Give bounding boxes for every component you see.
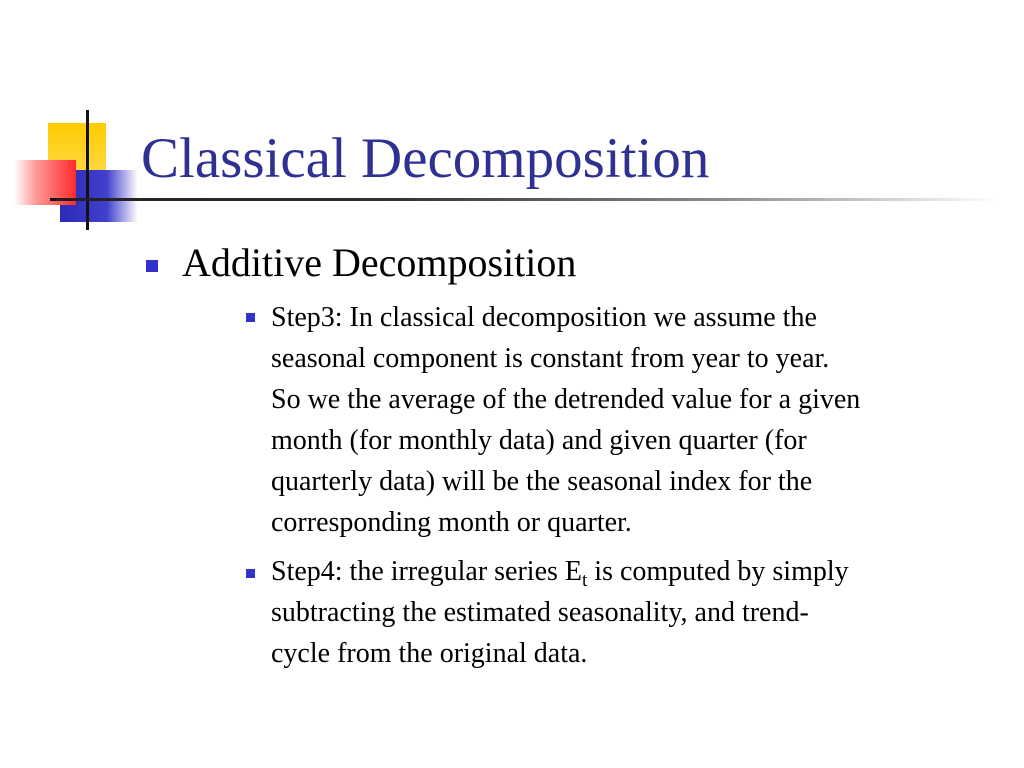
- logo-vertical-line: [86, 110, 89, 230]
- step3-line: month (for monthly data) and given quarter (for: [271, 425, 807, 456]
- step3-line: Step3: In classical decomposition we assume the: [271, 302, 817, 333]
- step3-line: seasonal component is constant from year to year.: [271, 343, 830, 374]
- step4-line: subtracting the estimated seasonality, and trend-: [271, 597, 809, 628]
- step3-line: corresponding month or quarter.: [271, 507, 632, 538]
- heading-additive-decomposition: Additive Decomposition: [182, 240, 577, 285]
- square-bullet-icon: [146, 260, 158, 272]
- step3-line: So we the average of the detrended value for a given: [271, 384, 861, 415]
- step4-text: [271, 551, 996, 674]
- step4-line: cycle from the original data.: [271, 638, 588, 669]
- step3-text: [271, 297, 996, 543]
- step3-line: quarterly data) will be the seasonal index for the: [271, 466, 813, 497]
- step4-line-start: Step4: the irregular series E: [271, 556, 583, 587]
- step4-line: [271, 551, 996, 592]
- slide-title: Classical Decomposition: [141, 127, 710, 190]
- step4-line-end: is computed by simply: [587, 556, 849, 587]
- title-underline: [56, 198, 1000, 201]
- square-bullet-icon: [246, 313, 255, 322]
- square-bullet-icon: [246, 569, 255, 578]
- subscript-t: t: [582, 570, 588, 591]
- decorative-squares-logo: [0, 0, 150, 240]
